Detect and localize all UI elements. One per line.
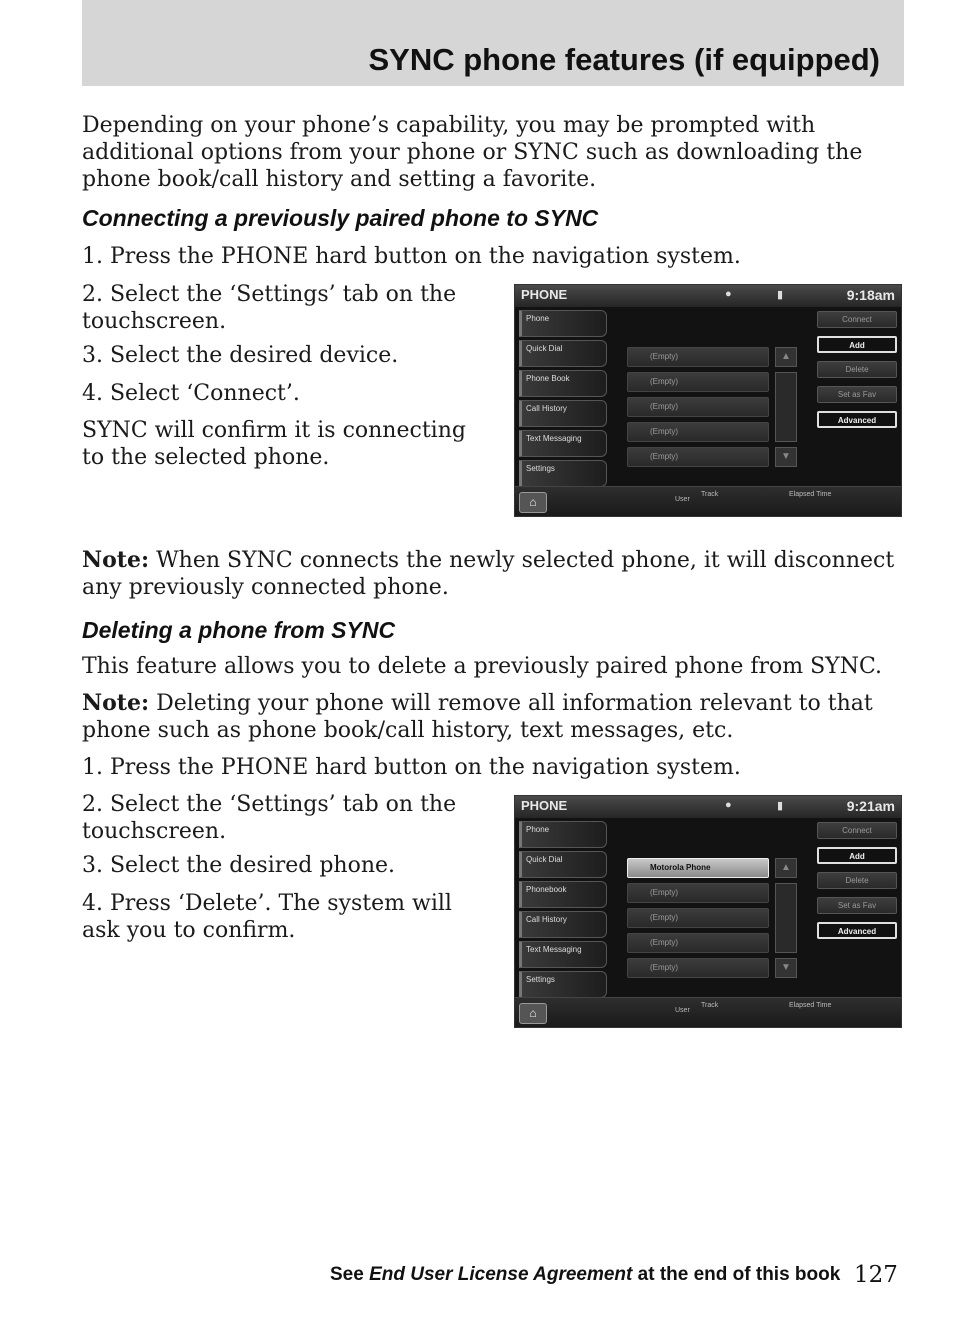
screen-clock: 9:21am: [846, 798, 895, 814]
device-slot: (Empty): [627, 958, 769, 978]
footer-see: See: [330, 1264, 370, 1285]
scroll-down-icon: ▼: [775, 447, 797, 467]
status-user: User: [675, 496, 690, 503]
action-buttons: [817, 822, 897, 947]
status-track: Track: [701, 491, 719, 498]
screen-title-bar: [515, 285, 901, 307]
connecting-heading: Connecting a previously paired phone to SYNC: [82, 205, 599, 231]
scroll-down-icon: ▼: [775, 958, 797, 978]
note-text: When SYNC connects the newly selected phone, it will disconnect any previously connected phone.: [82, 548, 895, 600]
screen-tab: Settings: [519, 460, 607, 487]
screen-tab: Settings: [519, 971, 607, 998]
delete-button: Delete: [817, 361, 897, 378]
connecting-note: [82, 547, 897, 601]
scroll-track: [775, 883, 797, 953]
scroll-track: [775, 372, 797, 442]
screen-title: PHONE: [521, 287, 568, 302]
screen-tab: Phone: [519, 821, 607, 848]
connecting-step-4: 4. Select ‘Connect’.: [82, 381, 300, 406]
deleting-step-3: 3. Select the desired phone.: [82, 853, 396, 878]
device-slot: (Empty): [627, 397, 769, 417]
screen-status-bar: [515, 997, 901, 1027]
device-slot: (Empty): [627, 347, 769, 367]
status-track: Track: [701, 1002, 719, 1009]
page-header: [82, 0, 904, 86]
home-icon: ⌂: [519, 492, 547, 513]
footer-rest: at the end of this book: [632, 1264, 841, 1285]
bluetooth-icon: ●: [725, 288, 732, 300]
set-as-fav-button: Set as Fav: [817, 386, 897, 403]
note-label: Note:: [82, 690, 150, 716]
screen-tab: Call History: [519, 400, 607, 427]
screen-clock: 9:18am: [846, 287, 895, 303]
intro-paragraph: Depending on your phone’s capability, you may be prompted with additional options from your phone or SYNC such as downloading the phone book/call history and setting a favorite.: [82, 113, 863, 192]
connecting-confirm: SYNC will confirm it is connecting to the selected phone.: [82, 418, 466, 470]
connect-button: Connect: [817, 822, 897, 839]
touchscreen-image-connect: [514, 284, 902, 517]
add-button: Add: [817, 847, 897, 864]
home-icon: ⌂: [519, 1003, 547, 1024]
bluetooth-icon: ●: [725, 799, 732, 811]
device-slot: (Empty): [627, 447, 769, 467]
deleting-step-2: 2. Select the ‘Settings’ tab on the touchscreen.: [82, 792, 457, 844]
scroll-up-icon: ▲: [775, 858, 797, 878]
device-slot-selected: Motorola Phone: [627, 858, 769, 878]
touchscreen-image-delete: [514, 795, 902, 1028]
deleting-heading: Deleting a phone from SYNC: [82, 617, 396, 643]
add-button: Add: [817, 336, 897, 353]
status-elapsed-time: Elapsed Time: [789, 491, 832, 498]
note-text: Deleting your phone will remove all information relevant to that phone such as phone book/call history, text messages, etc.: [82, 691, 873, 743]
delete-button: Delete: [817, 872, 897, 889]
page-number: 127: [854, 1262, 898, 1288]
signal-icon: ▮: [777, 800, 784, 812]
screen-tab: Phone Book: [519, 370, 607, 397]
screen-tab: Text Messaging: [519, 941, 607, 968]
device-slot: (Empty): [627, 883, 769, 903]
action-buttons: [817, 311, 897, 436]
set-as-fav-button: Set as Fav: [817, 897, 897, 914]
screen-tab: Call History: [519, 911, 607, 938]
advanced-button: Advanced: [817, 411, 897, 428]
deleting-description: This feature allows you to delete a previously paired phone from SYNC.: [82, 654, 882, 679]
footer-eula: End User License Agreement: [369, 1264, 633, 1285]
list-scrollbar: [775, 858, 797, 978]
footer-reference: [330, 1264, 840, 1286]
status-elapsed-time: Elapsed Time: [789, 1002, 832, 1009]
deleting-note: [82, 690, 882, 744]
status-user: User: [675, 1007, 690, 1014]
connecting-step-2: 2. Select the ‘Settings’ tab on the touchscreen.: [82, 282, 457, 334]
deleting-step-4: 4. Press ‘Delete’. The system will ask you to confirm.: [82, 891, 452, 943]
screen-tab: Quick Dial: [519, 340, 607, 367]
screen-status-bar: [515, 486, 901, 516]
page-title: SYNC phone features (if equipped): [368, 42, 880, 77]
connect-button: Connect: [817, 311, 897, 328]
screen-tabs: [519, 310, 607, 490]
screen-title-bar: [515, 796, 901, 818]
screen-tab: Phone: [519, 310, 607, 337]
connecting-step-1: 1. Press the PHONE hard button on the navigation system.: [82, 244, 741, 269]
device-slot: (Empty): [627, 372, 769, 392]
device-list: [627, 858, 769, 983]
connecting-step-3: 3. Select the desired device.: [82, 343, 399, 368]
list-scrollbar: [775, 347, 797, 467]
device-slot: (Empty): [627, 933, 769, 953]
screen-tab: Quick Dial: [519, 851, 607, 878]
note-label: Note:: [82, 547, 150, 573]
advanced-button: Advanced: [817, 922, 897, 939]
deleting-step-1: 1. Press the PHONE hard button on the navigation system.: [82, 755, 741, 780]
screen-tab: Phonebook: [519, 881, 607, 908]
device-slot: (Empty): [627, 422, 769, 442]
screen-title: PHONE: [521, 798, 568, 813]
scroll-up-icon: ▲: [775, 347, 797, 367]
device-list: [627, 347, 769, 472]
screen-tabs: [519, 821, 607, 1001]
signal-icon: ▮: [777, 289, 784, 301]
screen-tab: Text Messaging: [519, 430, 607, 457]
device-slot: (Empty): [627, 908, 769, 928]
